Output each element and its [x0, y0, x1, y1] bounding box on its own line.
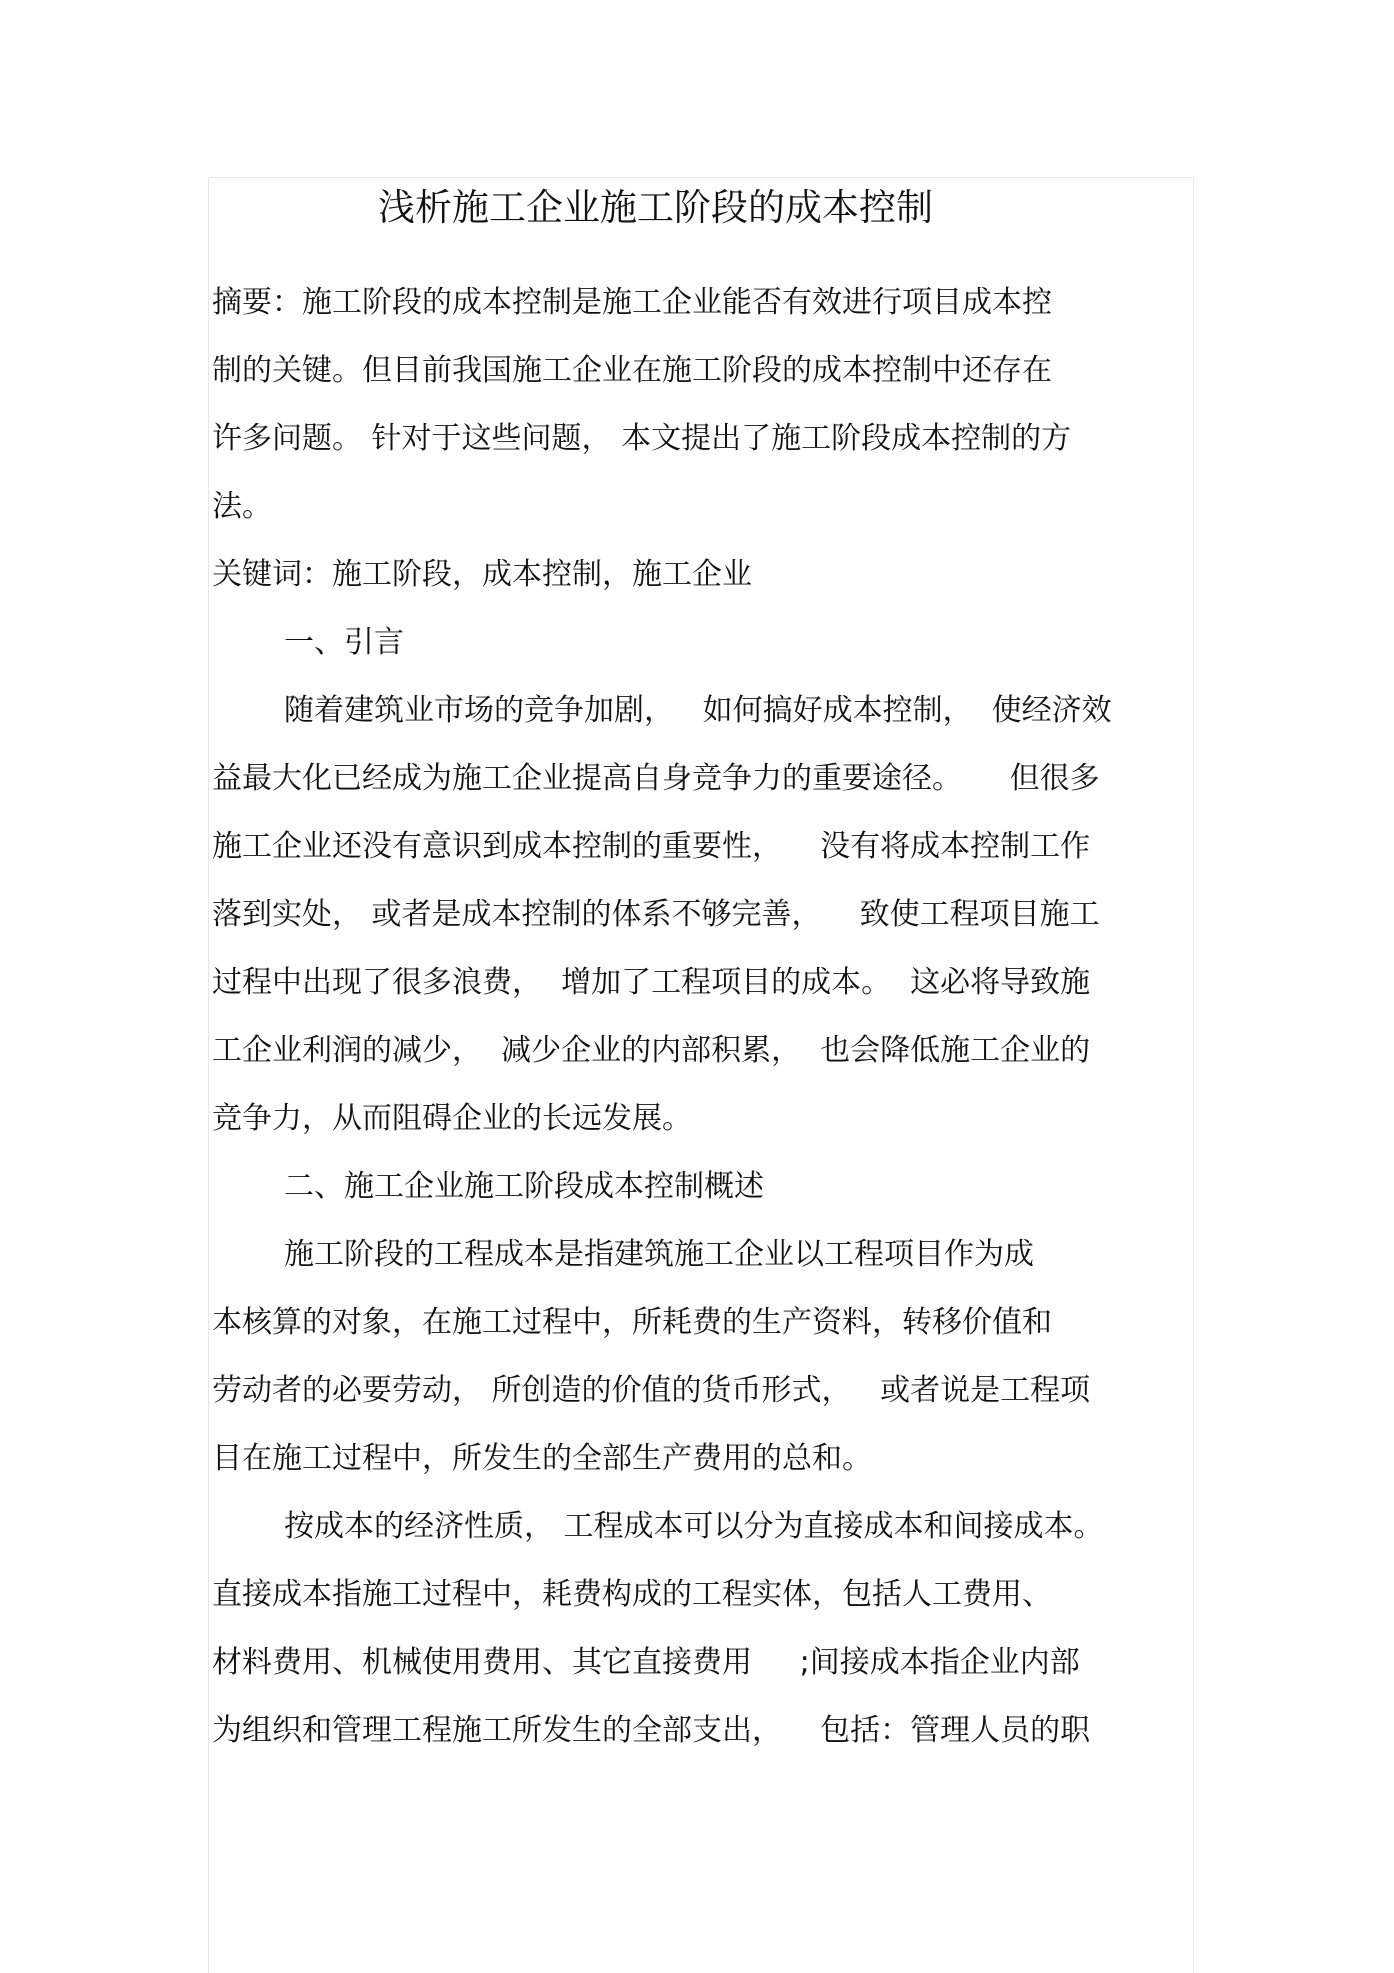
abstract-line-2: 制的关键。但目前我国施工企业在施工阶段的成本控制中还存在 — [212, 353, 1052, 388]
body-line: 随着建筑业市场的竞争加剧， 如何搞好成本控制， 使经济效 — [284, 693, 1112, 728]
section-heading-1: 一、引言 — [284, 625, 404, 660]
body-line: 工企业利润的减少， 减少企业的内部积累， 也会降低施工企业的 — [212, 1033, 1091, 1068]
keywords-line: 关键词：施工阶段，成本控制，施工企业 — [212, 557, 752, 592]
abstract-line-1: 摘要：施工阶段的成本控制是施工企业能否有效进行项目成本控 — [212, 285, 1052, 320]
abstract-line-4: 法。 — [212, 489, 272, 524]
body-line: 落到实处， 或者是成本控制的体系不够完善， 致使工程项目施工 — [212, 897, 1100, 932]
body-line: 益最大化已经成为施工企业提高自身竞争力的重要途径。 但很多 — [212, 761, 1100, 796]
body-line: 施工阶段的工程成本是指建筑施工企业以工程项目作为成 — [284, 1237, 1034, 1272]
body-line: 竞争力，从而阻碍企业的长远发展。 — [212, 1101, 692, 1136]
body-line: 直接成本指施工过程中，耗费构成的工程实体，包括人工费用、 — [212, 1577, 1052, 1612]
body-line: 目在施工过程中，所发生的全部生产费用的总和。 — [212, 1441, 872, 1476]
body-line: 为组织和管理工程施工所发生的全部支出， 包括：管理人员的职 — [212, 1713, 1091, 1748]
body-line: 本核算的对象，在施工过程中，所耗费的生产资料，转移价值和 — [212, 1305, 1052, 1340]
body-line: 过程中出现了很多浪费， 增加了工程项目的成本。 这必将导致施 — [212, 965, 1091, 1000]
document-title: 浅析施工企业施工阶段的成本控制 — [378, 186, 933, 229]
body-line: 劳动者的必要劳动， 所创造的价值的货币形式， 或者说是工程项 — [212, 1373, 1091, 1408]
body-line: 材料费用、机械使用费用、其它直接费用 ;间接成本指企业内部 — [212, 1645, 1080, 1680]
body-line: 施工企业还没有意识到成本控制的重要性， 没有将成本控制工作 — [212, 829, 1091, 864]
section-heading-2: 二、施工企业施工阶段成本控制概述 — [284, 1169, 764, 1204]
body-line: 按成本的经济性质， 工程成本可以分为直接成本和间接成本。 — [284, 1509, 1104, 1544]
abstract-line-3: 许多问题。 针对于这些问题， 本文提出了施工阶段成本控制的方 — [212, 421, 1072, 456]
